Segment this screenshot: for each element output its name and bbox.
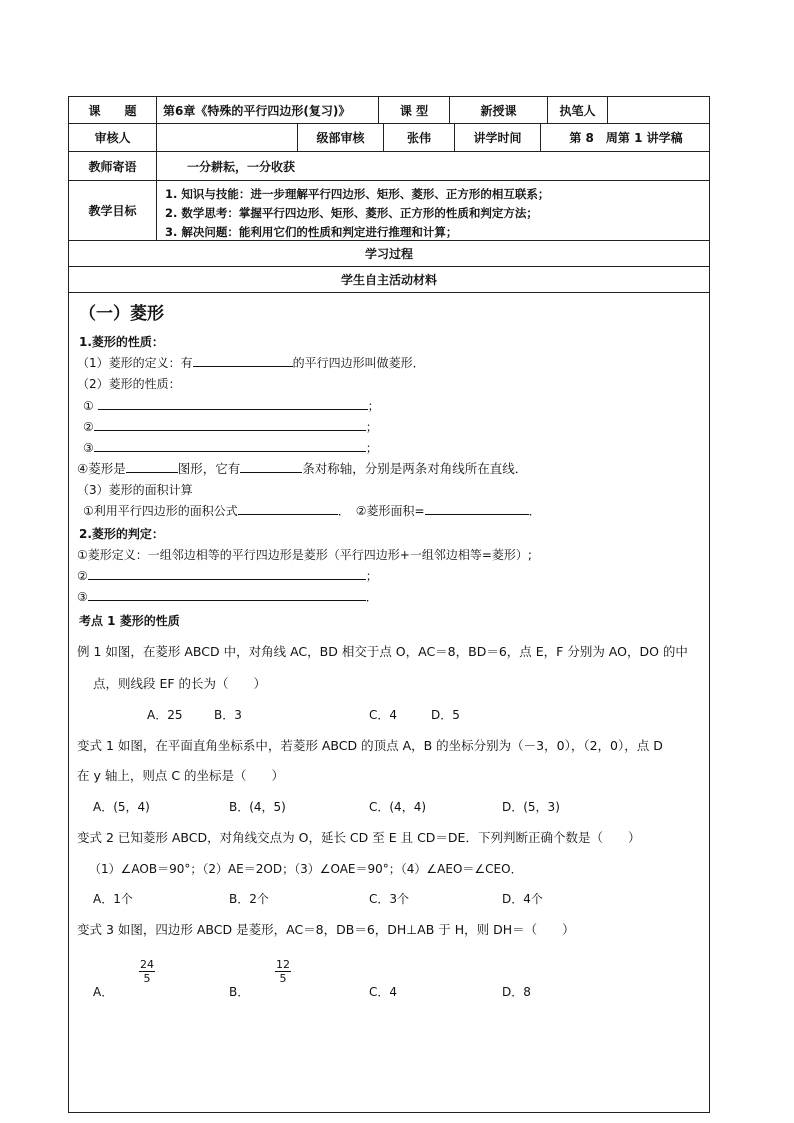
blank [126,460,178,473]
label-teacher-message: 教师寄语 [69,152,157,180]
section-title: （一）菱形 [79,304,164,324]
rhombus-property-label: （2）菱形的性质： [77,377,181,391]
topic-value: 第6章《特殊的平行四边形(复习)》 [157,97,379,123]
student-materials-heading: 学生自主活动材料 [69,267,709,293]
variant-2-option-c: C．3个 [369,892,410,906]
label-lesson-time: 讲学时间 [455,124,541,151]
rhombus-properties-title: 1.菱形的性质： [79,335,164,349]
variant-3-line-1: 变式 3 如图，四边形 ABCD 是菱形，AC＝8，DB＝6，DH⊥AB 于 H，则 DH＝（ ） [77,922,575,937]
label-author: 执笔人 [548,97,608,123]
blank [98,397,368,410]
area-calc-title: （3）菱形的面积计算 [77,483,193,497]
reviewer-value [157,124,298,151]
variant-1-option-c: C．(4，4) [369,800,427,814]
variant-1-line-1: 变式 1 如图，在平面直角坐标系中，若菱形 ABCD 的顶点 A，B 的坐标分别为（－3，0），（2，0），点 D [77,738,663,753]
author-value [608,97,711,123]
content-area [69,293,709,1112]
example-1-option-d: D．5 [431,708,460,722]
label-topic: 课 题 [69,97,157,123]
blank [94,439,366,452]
lesson-plan-sheet [68,96,710,1113]
variant-1-line-2: 在 y 轴上，则点 C 的坐标是（ ） [77,768,285,783]
label-teaching-goals: 教学目标 [69,181,157,240]
criteria-item-3: ③ ． [77,590,378,604]
example-1-line-2: 点，则线段 EF 的长为（ ） [93,676,267,691]
header-row-message [69,152,709,181]
blank [88,567,366,580]
teaching-goals [157,181,709,240]
fraction-12-over-5: $\frac{12}{5}$ [276,958,290,985]
variant-2-option-a: A．1个 [93,892,133,906]
header-row-topic [69,97,709,124]
lesson-time-value: 第 8 周第 1 讲学稿 [569,131,683,145]
variant-1-option-a: A．(5，4) [93,800,150,814]
variant-2-option-b: B．2个 [229,892,269,906]
blank [238,502,338,515]
example-1-line-1: 例 1 如图，在菱形 ABCD 中，对角线 AC，BD 相交于点 O，AC＝8，BD＝6，点 E，F 分别为 AO，DO 的中 [77,644,688,659]
label-dept-review: 级部审核 [298,124,384,151]
rhombus-criteria-title: 2.菱形的判定： [79,527,164,541]
dept-review-value: 张伟 [384,124,455,151]
variant-1-option-b: B．(4，5) [229,800,286,814]
learning-process-heading: 学习过程 [69,241,709,267]
property-item-3: ③ ； [83,441,378,455]
lesson-type-value: 新授课 [450,97,548,123]
property-item-1: ① ； [83,399,380,413]
fraction-24-over-5: $\frac{24}{5}$ [140,958,154,985]
blank [88,588,366,601]
symmetry-line: ④菱形是 图形，它有 条对称轴，分别是两条对角线所在直线． [77,461,528,476]
criteria-item-1: ①菱形定义：一组邻边相等的平行四边形是菱形（平行四边形+一组邻边相等=菱形）; [77,548,532,562]
blank [240,460,302,473]
rhombus-definition-line: （1）菱形的定义：有 的平行四边形叫做菱形． [77,356,425,370]
variant-2-line-1: 变式 2 已知菱形 ABCD，对角线交点为 O，延长 CD 至 E 且 CD＝DE．下列判断正确个数是（ ） [77,830,641,845]
variant-2-statements: （1）∠AOB＝90°；（2）AE＝2OD；（3）∠OAE＝90°；（4）∠AEO＝∠CEO． [89,862,523,876]
variant-2-option-d: D．4个 [502,892,543,906]
label-reviewer: 审核人 [69,124,157,151]
criteria-item-2: ② ； [77,569,378,583]
variant-3-option-b: B． [229,985,250,999]
example-1-option-c: C．4 [369,708,398,722]
label-lesson-type: 课 型 [379,97,450,123]
variant-3-option-c: C．4 [369,985,398,999]
area-formula-line: ①利用平行四边形的面积公式 ． ②菱形面积= ． [83,504,541,518]
variant-3-option-d: D．8 [502,985,531,999]
goal-item: 1. 知识与技能：进一步理解平行四边形、矩形、菱形、正方形的相互联系； [165,187,550,201]
blank [94,418,366,431]
header-row-review [69,124,709,152]
blank [193,354,293,367]
variant-3-option-a: A． [93,985,114,999]
property-item-2: ② ； [83,420,378,434]
example-1-option-b: B．3 [214,708,242,722]
teacher-message: 一分耕耘，一分收获 [187,159,296,174]
key-point-title: 考点 1 菱形的性质 [79,614,180,628]
goal-item: 3. 解决问题：能利用它们的性质和判定进行推理和计算； [165,225,458,239]
header-row-goals [69,181,709,241]
variant-1-option-d: D．(5，3) [502,800,560,814]
blank [425,502,529,515]
goal-item: 2. 数学思考：掌握平行四边形、矩形、菱形、正方形的性质和判定方法； [165,206,538,220]
example-1-option-a: A．25 [147,708,183,722]
